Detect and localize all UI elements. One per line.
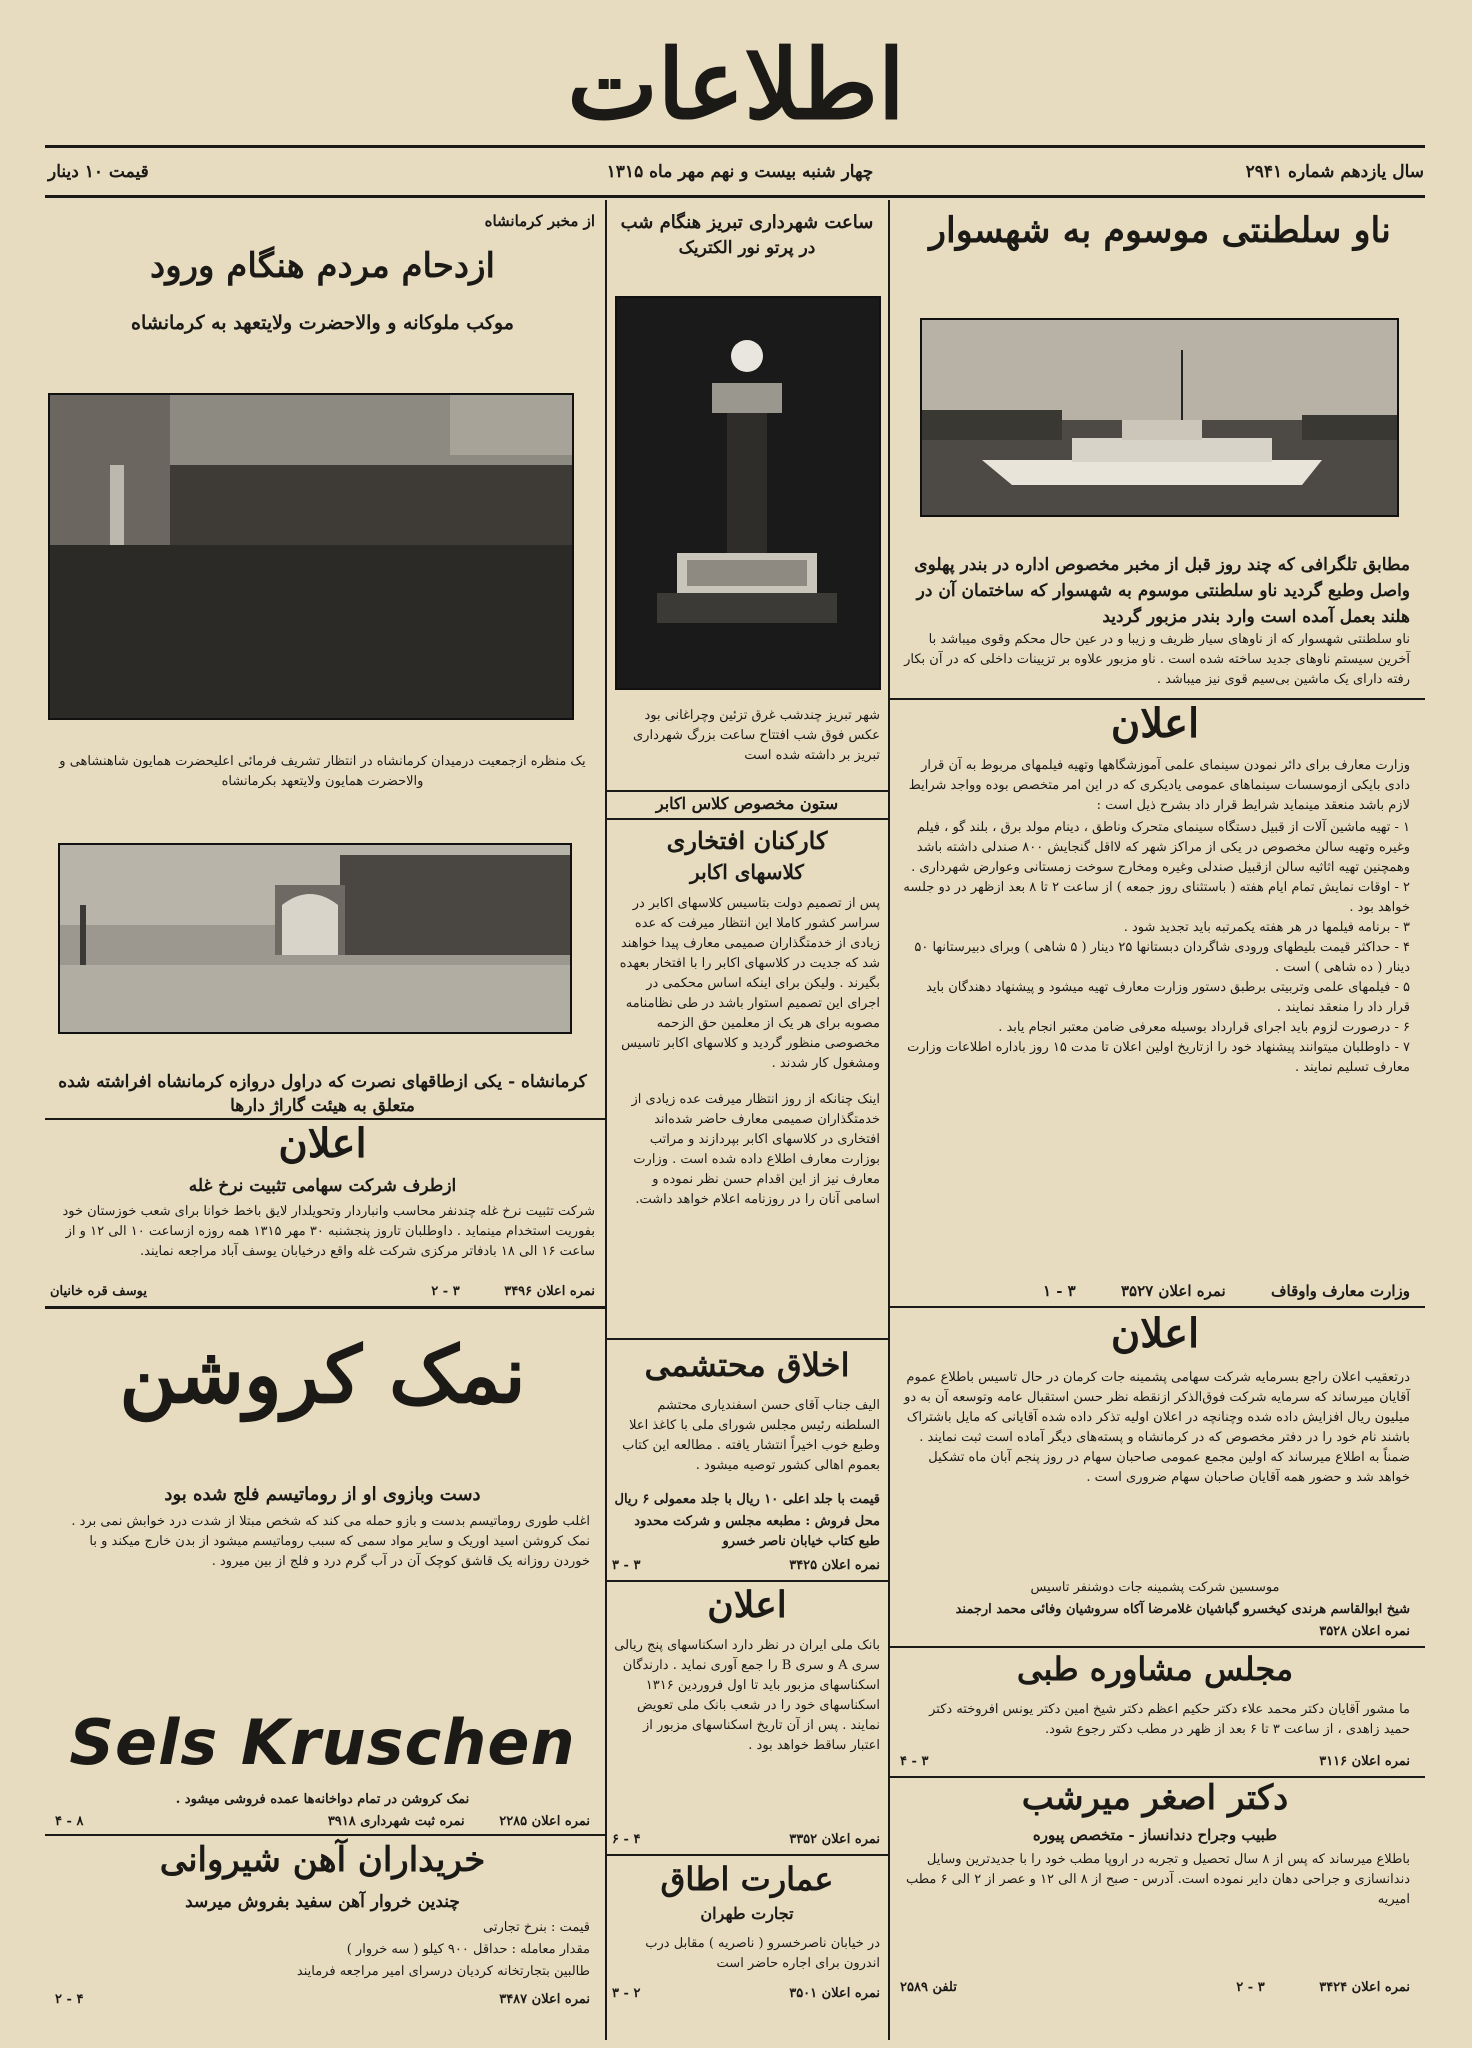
bank-footer	[612, 1830, 880, 1850]
ship-lead: مطابق تلگرافی که چند روز قبل از مخبر مخصوص اداره در بندر پهلوی واصل وطبع گردید ناو سلطنتی موسوم به شهسوار که ساختمان آن در هلند بعمل آمده است وارد بندر مزبور گردید	[914, 555, 1410, 627]
iron-ad-title: خریداران آهن شیروانی	[159, 1840, 486, 1880]
grain-notice-title: اعلان	[278, 1120, 367, 1167]
bank-footer-number: نمره اعلان ۳۳۵۲	[789, 1832, 880, 1847]
dentist-title: دکتر اصغر میرشب	[1021, 1778, 1289, 1818]
grain-notice-footer-number: نمره اعلان ۳۴۹۶	[504, 1284, 595, 1299]
bank-title: اعلان	[707, 1584, 787, 1626]
adult-class-subheadline: کلاسهای اکابر	[690, 860, 804, 884]
dentist-footer-count: ۳ - ۲	[1236, 1980, 1265, 1995]
crowd-photo	[48, 393, 574, 720]
building-footer	[612, 1984, 880, 2004]
ship-headline: ناو سلطنتی موسوم به شهسوار	[929, 210, 1391, 251]
notice1-items	[900, 818, 1410, 1078]
salt-ad-footer	[55, 1812, 590, 1832]
arch-photo	[58, 843, 572, 1034]
building-title: عمارت اطاق	[660, 1860, 834, 1898]
rule	[605, 1854, 888, 1856]
medical-footer-number: نمره اعلان ۳۱۱۶	[1319, 1754, 1410, 1769]
issue-date: چهار شنبه بیست و نهم مهر ماه ۱۳۱۵	[606, 162, 874, 182]
tabriz-subheadline: در پرتو نور الکتریک	[678, 238, 816, 258]
notice1-item: ۳ - برنامه فیلمها در هر هفته یکمرتبه باید تجدید شود .	[1123, 920, 1410, 935]
rule	[45, 1306, 605, 1309]
notice1-footer-count: ۳ - ۱	[1042, 1282, 1076, 1300]
iron-ad-quantity: مقدار معامله : حداقل ۹۰۰ کیلو ( سه خروار )	[346, 1942, 590, 1957]
notice1-footer	[900, 1282, 1410, 1300]
crowd-caption: یک منظره ازجمعیت درمیدان کرمانشاه در انتظار تشریف فرمائی اعلیحضرت همایون شاهنشاهی و والاحضرت همایون ولایتعهد بکرمانشاه	[59, 754, 586, 789]
kermanshah-subheadline: موکب ملوکانه و والاحضرت ولایتعهد به کرمانشاه	[131, 312, 514, 334]
rule	[605, 790, 888, 792]
kermanshah-kicker: از مخبر کرمانشاه	[484, 212, 595, 230]
notice1-item: ۵ - فیلمهای علمی وتربیتی برطبق دستور وزارت معارف تهیه میشود و پیشنهاد دهندگان باید قرار داد را منعقد نمایند .	[926, 980, 1410, 1015]
salt-ad-sales: نمک کروشن در تمام دواخانه‌ها عمده فروشی میشود .	[175, 1792, 470, 1807]
notice2-founders: شیخ ابوالقاسم هرندی کیخسرو گباشیان غلامرضا آکاه سروشیان وفائی محمد ارجمند	[955, 1602, 1410, 1617]
bank-footer-count: ۴ - ۶	[612, 1832, 641, 1847]
issue-price: قیمت ۱۰ دینار	[48, 162, 149, 182]
column-divider-left	[605, 200, 607, 2040]
tabriz-clock-photo	[615, 296, 881, 690]
building-body: در خیابان ناصرخسرو ( ناصریه ) مقابل درب اندرون برای اجاره حاضر است	[645, 1936, 880, 1971]
ship-photo	[920, 318, 1399, 517]
salt-ad-title: نمک کروشن	[119, 1330, 526, 1421]
notice1-item: ۶ - درصورت لزوم باید اجرای قرارداد بوسیله معرفی ضامن معتبر انجام یابد .	[998, 1020, 1410, 1035]
medical-footer	[900, 1752, 1410, 1772]
grain-notice-signature: یوسف قره خانیان	[50, 1284, 147, 1299]
notice2-founders-label: موسسین شرکت پشمینه جات دوشنفر تاسیس	[1030, 1580, 1280, 1595]
notice2-footer: نمره اعلان ۳۵۲۸	[1319, 1624, 1410, 1639]
medical-title: مجلس مشاوره طبی	[1016, 1650, 1294, 1688]
dentist-footer-number: نمره اعلان ۳۴۲۴	[1319, 1980, 1410, 1995]
iron-ad-footer	[55, 1990, 590, 2010]
notice1-item: ۷ - داوطلبان میتوانند پیشنهاد خود را ازتاریخ اولین اعلان تا مدت ۱۵ روز باداره اطلاعات وزارت معارف تسلیم نمایند .	[907, 1040, 1410, 1075]
grain-notice-footer-count: ۳ - ۲	[431, 1284, 460, 1299]
notice1-signature: وزارت معارف واوقاف	[1270, 1282, 1410, 1300]
medical-footer-count: ۳ - ۴	[900, 1754, 929, 1769]
salt-ad-brand: Sels Kruschen	[69, 1706, 576, 1779]
notice2-title: اعلان	[1110, 1310, 1200, 1357]
column-divider-right	[888, 200, 890, 2040]
tabriz-caption: شهر تبریز چندشب غرق تزئین وچراغانی بود عکس فوق شب افتتاح ساعت بزرگ شهرداری تبریز بر داشته شده است	[633, 708, 880, 763]
grain-notice-footer	[50, 1282, 595, 1302]
ship-body: ناو سلطنتی شهسوار که از ناوهای سیار ظریف و زیبا و در عین حال محکم وقوی میباشد با آخرین سیستم ناوهای جدید ساخته شده است . ناو مزبور علاوه بر تزیینات داخلی که در آن بکار رفته دارای یک ماشین بی‌سیم قوی نیز میباشد .	[904, 632, 1410, 687]
ethics-body: الیف جناب آقای حسن اسفندیاری محتشم السلطنه رئیس مجلس شورای ملی با کاغذ اعلا وطبع خوب اخیراً انتشار یافته . مطالعه این کتاب بعموم اهالی کشور توصیه میشود .	[622, 1398, 880, 1473]
medical-body: ما مشور آقایان دکتر محمد علاء دکتر حکیم اعظم دکتر شیخ امین دکتر یونس افروخته دکتر حمید زاهدی ، از ساعت ۳ تا ۶ بعد از ظهر در مطب دکتر رجوع شود.	[929, 1702, 1410, 1737]
dentist-subtitle: طبیب وجراح دندانساز - متخصص پیوره	[1032, 1826, 1278, 1844]
rule	[888, 1646, 1425, 1648]
rule	[45, 1834, 605, 1836]
ethics-footer	[612, 1556, 880, 1576]
building-footer-count: ۲ - ۳	[612, 1986, 641, 2001]
rule	[605, 818, 888, 820]
rule	[605, 1580, 888, 1582]
arch-caption: کرمانشاه - یکی ازطاقهای نصرت که دراول دروازه کرمانشاه افراشته شده متعلق به هیئت گاراژ دارها	[58, 1072, 587, 1116]
dentist-body: باطلاع میرساند که پس از ۸ سال تحصیل و تجربه در اروپا مطب خود را با جدیدترین وسایل دندانسازی و جراحی دهان دایر نموده است. آدرس - صبح از ۸ الی ۱۲ و عصر از ۲ الی ۶ مطب امیریه	[905, 1852, 1410, 1907]
salt-ad-footer-number: نمره اعلان ۲۲۸۵	[499, 1814, 590, 1829]
notice1-body: وزارت معارف برای دائر نمودن سینمای علمی آموزشگاهها وتهیه فیلمهای مربوط به آن قرار دادی بایکی ازموسسات سینماهای عمومی یادیکری که در این امر متخصص بوده وواجد شرایط لازم باشد منعقد مینماید شرایط قرار داد بشرح ذیل است :	[908, 758, 1410, 813]
rule	[605, 1338, 888, 1340]
ethics-sales: محل فروش : مطبعه مجلس و شرکت محدود طبع کتاب خیابان ناصر خسرو	[634, 1514, 880, 1549]
dentist-phone: تلفن ۲۵۸۹	[900, 1980, 957, 1995]
iron-ad-subtitle: چندین خروار آهن سفید بفروش میرسد	[185, 1892, 460, 1912]
ethics-footer-number: نمره اعلان ۳۴۲۵	[789, 1558, 880, 1573]
grain-notice-subtitle: ازطرف شرکت سهامی تثبیت نرخ غله	[188, 1176, 457, 1196]
dentist-footer	[900, 1978, 1410, 1998]
issue-number: سال یازدهم شماره ۲۹۴۱	[1245, 162, 1424, 182]
adult-class-headline: کارکنان افتخاری	[666, 826, 828, 855]
tabriz-headline: ساعت شهرداری تبریز هنگام شب	[620, 212, 874, 233]
salt-ad-footer-count: ۸ - ۴	[55, 1814, 84, 1829]
notice1-item: ۲ - اوقات نمایش تمام ایام هفته ( باستثنای روز جمعه ) از ساعت ۲ تا ۸ بعد ازظهر در دو جلسه خواهد بود .	[903, 880, 1410, 915]
masthead-title: اطلاعات	[567, 28, 905, 141]
adult-class-section: ستون مخصوص کلاس اکابر	[655, 794, 839, 813]
adult-class-body2: اینک چنانکه از روز انتظار میرفت عده زیادی از خدمتگذاران صمیمی معارف حاضر شده‌اند افتخاری در کلاسهای اکابر بپردازند و مراتب بوزارت معارف اطلاع داده شده است . وزارت معارف نیز از این اقدام حسن نظر نموده و اسامی آنان را در روزنامه اعلام خواهد داشت.	[631, 1092, 880, 1207]
ethics-footer-count: ۳ - ۳	[612, 1558, 641, 1573]
dateline-rule	[45, 195, 1425, 198]
building-subtitle: تجارت طهران	[700, 1904, 794, 1923]
building-footer-number: نمره اعلان ۳۵۰۱	[789, 1986, 880, 2001]
masthead-rule	[45, 145, 1425, 148]
kermanshah-headline: ازدحام مردم هنگام ورود	[150, 246, 495, 286]
iron-ad-footer-count: ۴ - ۲	[55, 1992, 84, 2007]
iron-ad-footer-number: نمره اعلان ۳۴۸۷	[499, 1992, 590, 2007]
notice2-body: درتعقیب اعلان راجع بسرمایه شرکت سهامی پشمینه جات کرمان در حال تاسیس باطلاع عموم آقایان میرساند که سرمایه شرکت فوق‌الذکر ازنقطه نظر حسن استقبال عامه وتوسعه آن به دو میلیون ریال افزایش داده شده وچنانچه در اعلان اولیه تذکر داده شده آقایانی که مایل باشتراک باشند نام خود را در دفتر مخصوص که در کرمانشاه و پسته‌های دیگر آماده است ثبت نمایند . ضمناً به اطلاع میرساند که اولین مجمع عمومی صاحبان سهام در روز پنجم آبان ماه تشکیل خواهد شد و حضور همه آقایان صاحبان سهام ضروری است .	[904, 1370, 1410, 1485]
salt-ad-footer-registration: نمره ثبت شهرداری ۳۹۱۸	[327, 1814, 465, 1829]
bank-body: بانک ملی ایران در نظر دارد اسکناسهای پنج ریالی سری A و سری B را جمع آوری نماید . دارندگان اسکناسهای مزبور باید تا اول فروردین ۱۳۱۶ اسکناسهای خود را در شعب بانک ملی تعویض نمایند . پس از آن تاریخ اسکناسهای مزبور از اعتبار ساقط خواهد بود .	[614, 1638, 880, 1753]
notice1-item: ۱ - تهیه ماشین آلات از قبیل دستگاه سینمای متحرک وناطق ، دینام مولد برق ، بلند گو ، فیلم وغیره وتهیه سالن مخصوص در یکی از مراکز شهر که لااقل گنجایش ۸۰۰ صندلی داشته باشد وهمچنین تهیه اثاثیه سالن ازقبیل صندلی وغیره ومخارج سوخت زمستانی وعوارض شهرداری .	[911, 820, 1410, 875]
grain-notice-body: شرکت تثبیت نرخ غله چندنفر محاسب وانباردار وتحویلدار لایق باخط خوانا برای شعب خوزستان خود بفوریت استخدام مینماید . داوطلبان تاروز پنجشنبه ۳۰ مهر ۱۳۱۵ همه روزه ازساعت ۱۰ الی ۱۲ و از ساعت ۱۶ الی ۱۸ بادفاتر مرکزی شرکت غله واقع درخیابان یوسف آباد مراجعه نمایند.	[62, 1204, 595, 1259]
notice1-title: اعلان	[1110, 700, 1200, 747]
salt-ad-body: اغلب طوری روماتیسم بدست و بازو حمله می کند که شخص مبتلا از شدت درد خوابش نمی برد . نمک کروشن اسید اوریک و سایر مواد سمی که سبب روماتیسم میشود از بدن خارج میکند و با خوردن روزانه یک قاشق کوچک آن در آب گرم درد و فلج از بین میرود .	[71, 1514, 590, 1569]
adult-class-body: پس از تصمیم دولت بتاسیس کلاسهای اکابر در سراسر کشور کاملا این انتظار میرفت که عده زیادی از خدمتگذاران صمیمی معارف پیدا خواهند شد که جدیت در کلاسهای اکابر را با افتخار بعهده بگیرند . ولیکن برای اینکه اساس محکمی در اجرای این تصمیم استوار باشد در طی نظامنامه مصوبه برای هر یک از معلمین حق الزحمه مخصوصی منظور گردید و کلاسهای اکابر تاسیس ومشغول کار شدند .	[619, 896, 880, 1071]
rule	[888, 1306, 1425, 1308]
salt-ad-tagline: دست وبازوی او از روماتیسم فلج شده بود	[164, 1484, 481, 1505]
ethics-title: اخلاق محتشمی	[644, 1346, 850, 1384]
iron-ad-body: طالبین بتجارتخانه کردیان درسرای امیر مراجعه فرمایند	[296, 1964, 590, 1979]
iron-ad-price: قیمت : بنرخ تجارتی	[482, 1920, 590, 1935]
notice1-item: ۴ - حداکثر قیمت بلیطهای ورودی شاگردان دبستانها ۲۵ دینار ( ۵ شاهی ) وبرای دبیرستانها ۵۰ دینار ( ده شاهی ) است .	[914, 940, 1410, 975]
notice1-footer-number: نمره اعلان ۳۵۲۷	[1120, 1282, 1226, 1300]
ethics-price: قیمت با جلد اعلی ۱۰ ریال با جلد معمولی ۶ ریال	[614, 1492, 880, 1507]
